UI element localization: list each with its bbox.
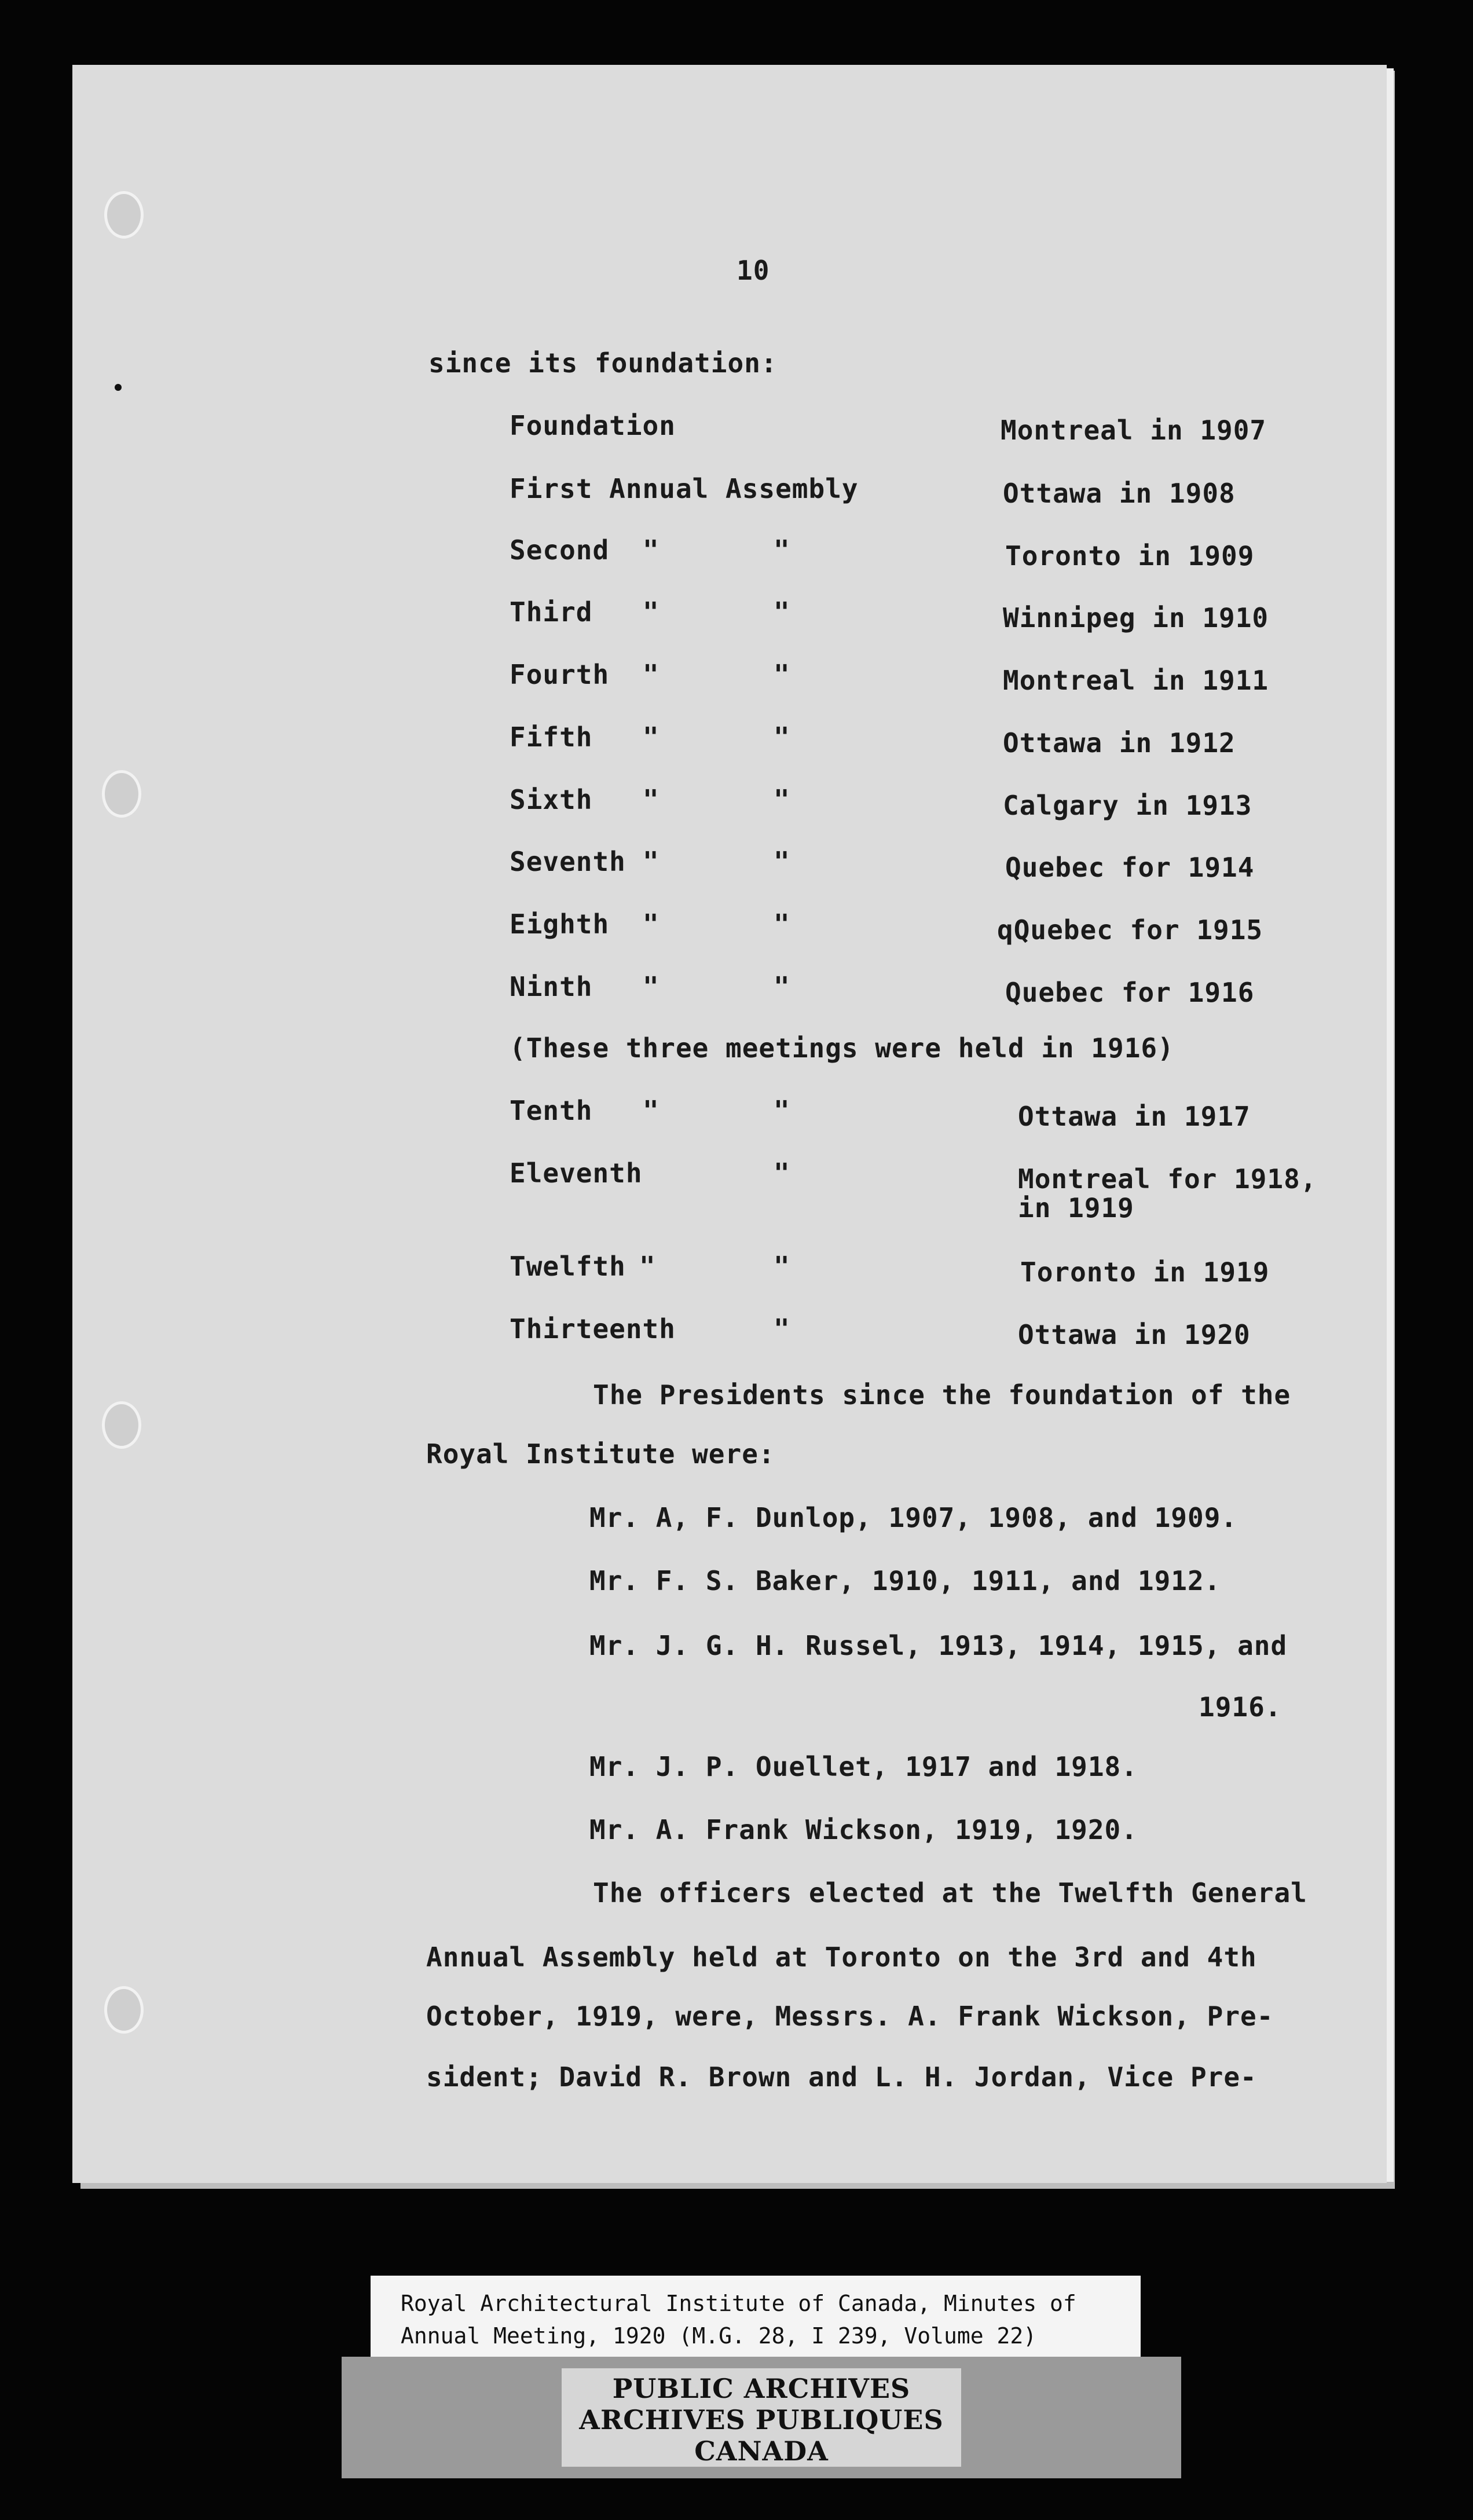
meeting-place: Ottawa in 1912 [1003, 727, 1236, 759]
presidents-intro-cont: Royal Institute were: [426, 1438, 775, 1470]
ditto-mark: " [774, 784, 790, 815]
meeting-place: Montreal in 1911 [1003, 665, 1269, 696]
presidents-intro: The Presidents since the foundation of the [593, 1379, 1291, 1411]
meeting-name: Eleventh [510, 1158, 643, 1189]
ditto-mark: " [774, 721, 790, 753]
page-number: 10 [736, 255, 770, 286]
punch-hole-3 [102, 1401, 141, 1449]
meeting-place: Toronto in 1919 [1020, 1257, 1270, 1288]
meeting-name: Foundation [510, 410, 676, 441]
stamp-line-1: PUBLIC ARCHIVES [612, 2373, 911, 2404]
meeting-name: Fifth [510, 721, 593, 753]
president-entry: Mr. F. S. Baker, 1910, 1911, and 1912. [589, 1565, 1221, 1596]
punch-hole-2 [102, 770, 141, 818]
archives-stamp [562, 2368, 961, 2467]
meeting-place: Quebec for 1916 [1005, 977, 1255, 1008]
president-entry: Mr. A, F. Dunlop, 1907, 1908, and 1909. [589, 1502, 1238, 1533]
meeting-name: Fourth [510, 659, 610, 690]
meeting-place-continued: in 1919 [1018, 1192, 1134, 1224]
meetings-note: (These three meetings were held in 1916) [510, 1032, 1174, 1064]
ditto-mark: " [774, 971, 790, 1002]
meeting-place: Montreal for 1918, [1018, 1163, 1317, 1195]
ditto-mark: " [643, 659, 659, 690]
meeting-place: Montreal in 1907 [1001, 415, 1267, 446]
caption-line-1: Royal Architectural Institute of Canada, Minutes of [401, 2291, 1076, 2316]
ditto-mark: " [643, 596, 659, 628]
ditto-mark: " [774, 596, 790, 628]
ditto-mark: " [774, 659, 790, 690]
president-entry-cont: 1916. [1199, 1691, 1282, 1723]
ink-speck [115, 384, 122, 391]
ditto-mark: " [774, 1158, 790, 1189]
punch-hole-1 [104, 191, 144, 239]
stamp-strip [342, 2357, 1181, 2478]
meeting-place: Calgary in 1913 [1003, 790, 1252, 821]
meeting-place: Toronto in 1909 [1005, 540, 1255, 572]
meeting-name: Thirteenth [510, 1313, 676, 1345]
ditto-mark: " [774, 909, 790, 940]
meeting-place: Quebec for 1914 [1005, 852, 1255, 883]
ditto-mark: " [643, 909, 659, 940]
meeting-name: Ninth [510, 971, 593, 1002]
ditto-mark: " [643, 721, 659, 753]
president-entry: Mr. A. Frank Wickson, 1919, 1920. [589, 1814, 1138, 1845]
officers-line: October, 1919, were, Messrs. A. Frank Wickson, Pre- [426, 2001, 1274, 2032]
ditto-mark: " [639, 1251, 656, 1282]
ditto-mark: " [774, 1251, 790, 1282]
ditto-mark: " [643, 846, 659, 877]
ditto-mark: " [643, 971, 659, 1002]
intro-line: since its foundation: [428, 347, 778, 379]
ditto-mark: " [774, 534, 790, 566]
meeting-place: Ottawa in 1920 [1018, 1319, 1251, 1350]
punch-hole-4 [104, 1986, 144, 2034]
ditto-mark: " [643, 784, 659, 815]
stamp-line-3: CANADA [694, 2435, 829, 2467]
archive-caption [371, 2276, 1141, 2367]
meeting-name: Third [510, 596, 593, 628]
meeting-name: First Annual Assembly [510, 473, 859, 504]
president-entry: Mr. J. P. Ouellet, 1917 and 1918. [589, 1751, 1138, 1782]
meeting-name: Seventh [510, 846, 626, 877]
officers-line: The officers elected at the Twelfth General [593, 1877, 1307, 1909]
page-edge [1387, 68, 1394, 2182]
ditto-mark: " [774, 1313, 790, 1345]
ditto-mark: " [643, 534, 659, 566]
ditto-mark: " [774, 1095, 790, 1126]
meeting-name: Eighth [510, 909, 610, 940]
meeting-place: Ottawa in 1917 [1018, 1101, 1251, 1132]
meeting-name: Tenth [510, 1095, 593, 1126]
meeting-place: Ottawa in 1908 [1003, 478, 1236, 509]
meeting-place: qQuebec for 1915 [997, 914, 1263, 946]
meeting-name: Sixth [510, 784, 593, 815]
president-entry: Mr. J. G. H. Russel, 1913, 1914, 1915, and [589, 1630, 1288, 1661]
meeting-name: Twelfth [510, 1251, 626, 1282]
meeting-name: Second [510, 534, 610, 566]
caption-line-2: Annual Meeting, 1920 (M.G. 28, I 239, Volume 22) [401, 2323, 1037, 2349]
officers-line: sident; David R. Brown and L. H. Jordan, Vice Pre- [426, 2061, 1257, 2093]
ditto-mark: " [643, 1095, 659, 1126]
officers-line: Annual Assembly held at Toronto on the 3rd and 4th [426, 1942, 1257, 1973]
ditto-mark: " [774, 846, 790, 877]
meeting-place: Winnipeg in 1910 [1003, 602, 1269, 633]
stamp-line-2: ARCHIVES PUBLIQUES [579, 2404, 944, 2435]
